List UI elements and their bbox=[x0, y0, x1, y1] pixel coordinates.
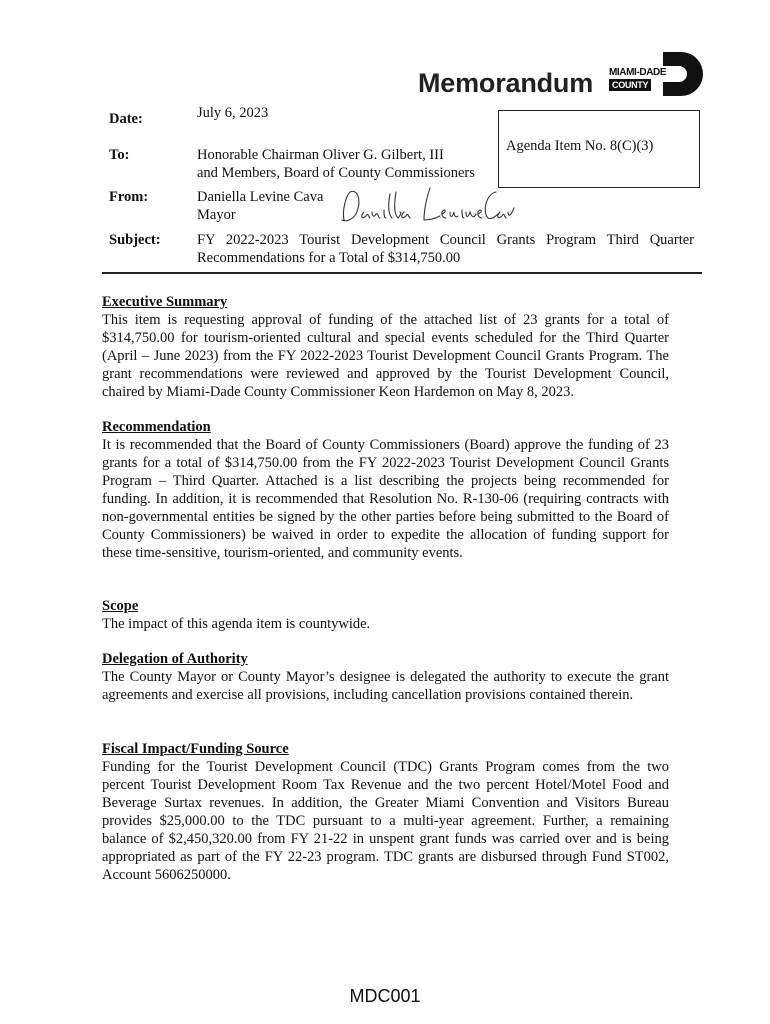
county-logo-d-icon bbox=[663, 52, 703, 96]
subject-line-2: Recommendations for a Total of $314,750.00 bbox=[197, 249, 461, 266]
from-label: From: bbox=[109, 189, 149, 205]
executive-summary-body: This item is requesting approval of funding of the attached list of 23 grants for a total of $314,750.00 for tourism-oriented cultural and special events scheduled for the Third Quarter (April – June 2023) from the FY 2022-2023 Tourist Development Council Grants Program. The grant recommendations were reviewed and approved by the Tourist Development Council, chaired by Miami-Dade County Commissioner Keon Hardemon on May 8, 2023. bbox=[102, 312, 669, 400]
date-label: Date: bbox=[109, 111, 143, 127]
date-value: July 6, 2023 bbox=[197, 105, 269, 121]
document-code: MDC001 bbox=[349, 986, 421, 1006]
logo-line-2: COUNTY bbox=[609, 79, 651, 91]
agenda-item-box bbox=[498, 110, 700, 188]
from-line-2: Mayor bbox=[197, 206, 236, 223]
header-divider bbox=[102, 272, 702, 274]
recommendation-heading: Recommendation bbox=[102, 419, 211, 435]
scope-heading: Scope bbox=[102, 598, 139, 614]
recommendation-section bbox=[102, 418, 669, 562]
subject-value bbox=[197, 232, 694, 267]
to-label: To: bbox=[109, 147, 130, 163]
scope-body: The impact of this agenda item is countywide. bbox=[102, 616, 371, 632]
delegation-heading: Delegation of Authority bbox=[102, 651, 248, 667]
miami-dade-county-logo bbox=[609, 52, 701, 96]
fiscal-impact-body: Funding for the Tourist Development Council (TDC) Grants Program comes from the two percent Tourist Development Room Tax Revenue and the two percent Hotel/Motel Food and Beverage Surtax revenues. In addition, the Greater Miami Convention and Visitors Bureau provides $25,000.00 to the TDC pursuant to a multi-year agreement. Further, a remaining balance of $2,450,320.00 from FY 21-22 in unspent grant funds was carried over and is being appropriated as part of the FY 22-23 program. TDC grants are disbursed through Fund ST002, Account 5606250000. bbox=[102, 759, 669, 883]
to-line-1: Honorable Chairman Oliver G. Gilbert, III bbox=[197, 147, 444, 163]
executive-summary-section bbox=[102, 293, 669, 401]
to-value bbox=[197, 147, 475, 182]
fiscal-impact-section bbox=[102, 740, 669, 884]
executive-summary-heading: Executive Summary bbox=[102, 294, 228, 310]
from-value bbox=[197, 189, 323, 224]
agenda-item-number: Agenda Item No. 8(C)(3) bbox=[506, 138, 654, 154]
logo-line-1: MIAMI-DADE bbox=[609, 67, 667, 78]
to-line-2: and Members, Board of County Commissioners bbox=[197, 164, 475, 181]
delegation-body: The County Mayor or County Mayor’s designee is delegated the authority to execute the grant agreements and exercise all provisions, including cancellation provisions contained therein. bbox=[102, 669, 669, 703]
fiscal-impact-heading: Fiscal Impact/Funding Source bbox=[102, 741, 289, 757]
subject-line-1: FY 2022-2023 Tourist Development Council Grants Program Third Quarter bbox=[197, 232, 694, 248]
from-line-1: Daniella Levine Cava bbox=[197, 189, 324, 205]
subject-label: Subject: bbox=[109, 232, 161, 248]
scope-section bbox=[102, 597, 669, 633]
mayor-signature bbox=[338, 182, 516, 228]
recommendation-body: It is recommended that the Board of County Commissioners (Board) approve the funding of 23 grants for a total of $314,750.00 from the FY 2022-2023 Tourist Development Council Grants Program – Third Quarter. Attached is a list describing the projects being recommended for funding. In addition, it is recommended that Resolution No. R-130-06 (requiring contracts with non-governmental entities be signed by the other parties before being submitted to the Board of County Commissioners) be waived in order to expedite the allocation of funding support for these time-sensitive, tourism-oriented, and community events. bbox=[102, 437, 669, 561]
delegation-section bbox=[102, 650, 669, 704]
memorandum-title: Memorandum bbox=[418, 68, 594, 98]
